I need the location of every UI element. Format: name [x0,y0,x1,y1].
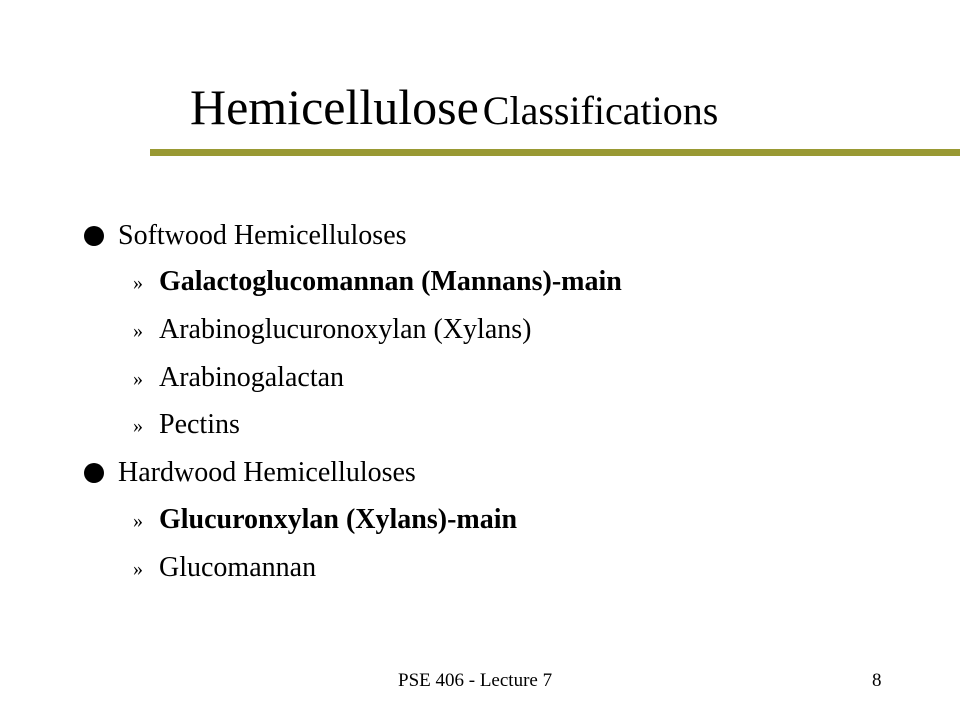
title-main-text: Hemicellulose [190,79,479,135]
bullet-softwood [84,216,407,256]
bullet-label: Softwood Hemicelluloses [118,220,407,251]
raquo-icon: » [133,319,143,342]
sub-item-galactoglucomannan [133,262,622,302]
sub-item-label: Arabinoglucuronoxylan (Xylans) [159,314,532,345]
sub-item-label: Glucomannan [159,552,317,583]
bullet-hardwood [84,453,416,493]
sub-item-arabinogalactan [133,358,344,398]
bullet-dot-icon [84,463,104,483]
bullet-dot-icon [84,226,104,246]
raquo-icon: » [133,509,143,532]
footer-page-number: 8 [872,670,882,691]
sub-item-label: Glucuronxylan (Xylans)-main [159,504,518,535]
sub-item-pectins [133,405,240,445]
raquo-icon: » [133,367,143,390]
sub-item-label: Arabinogalactan [159,362,345,393]
footer-course: PSE 406 - Lecture 7 [398,670,553,691]
sub-item-glucuronxylan [133,500,517,540]
title-sub-text: Classifications [482,88,719,133]
raquo-icon: » [133,271,143,294]
sub-item-label: Pectins [159,409,240,440]
sub-item-glucomannan [133,548,316,588]
raquo-icon: » [133,414,143,437]
raquo-icon: » [133,557,143,580]
slide-title [190,79,719,135]
bullet-label: Hardwood Hemicelluloses [118,457,416,488]
sub-item-arabinoglucuronoxylan [133,310,531,350]
sub-item-label: Galactoglucomannan (Mannans)-main [159,266,622,297]
title-divider [150,149,960,156]
